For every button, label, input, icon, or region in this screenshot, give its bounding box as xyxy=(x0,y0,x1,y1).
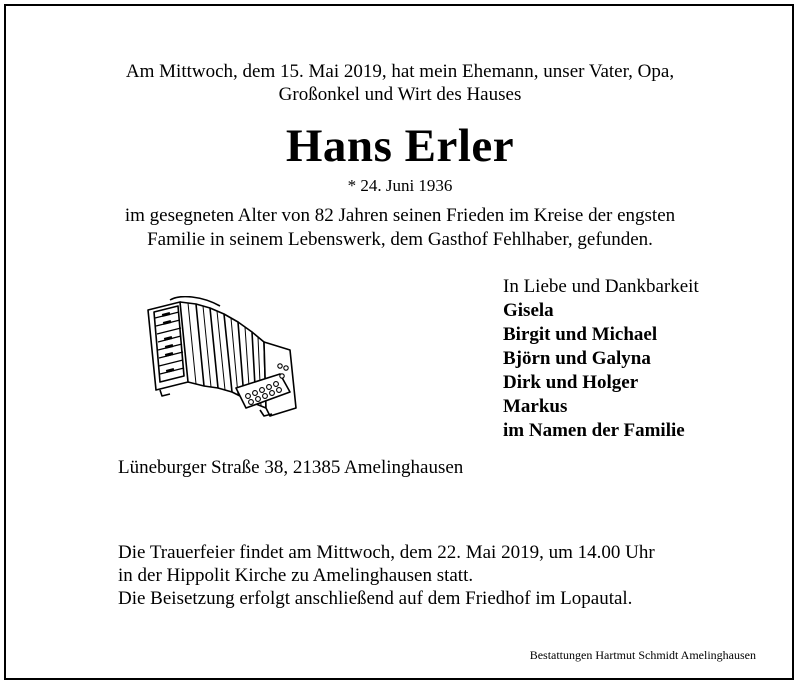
signature-name: Dirk und Holger xyxy=(503,372,639,393)
body-line-2: Familie in seinem Lebenswerk, dem Gasthof Fehlhaber, gefunden. xyxy=(147,229,653,250)
signature-name: im Namen der Familie xyxy=(503,420,685,441)
birth-date: * 24. Juni 1936 xyxy=(347,176,453,195)
intro-text xyxy=(0,60,800,106)
signature-name: Birgit und Michael xyxy=(503,324,658,345)
service-line-3: Die Beisetzung erfolgt anschließend auf dem Friedhof im Lopautal. xyxy=(118,588,633,609)
accordion-icon xyxy=(140,296,300,420)
signature-name: Björn und Galyna xyxy=(503,348,651,369)
service-info xyxy=(118,541,655,610)
body-line-1: im gesegneten Alter von 82 Jahren seinen Frieden im Kreise der engsten xyxy=(124,205,676,226)
service-line-1: Die Trauerfeier findet am Mittwoch, dem 22. Mai 2019, um 14.00 Uhr xyxy=(118,542,655,563)
intro-line-1: Am Mittwoch, dem 15. Mai 2019, hat mein Ehemann, unser Vater, Opa, xyxy=(125,61,675,82)
signature-block xyxy=(503,275,699,443)
service-line-2: in der Hippolit Kirche zu Amelinghausen statt. xyxy=(118,565,474,586)
signature-name: Markus xyxy=(503,396,568,417)
undertaker: Bestattungen Hartmut Schmidt Amelinghausen xyxy=(529,648,756,662)
body-text xyxy=(0,204,800,252)
signature-intro: In Liebe und Dankbarkeit xyxy=(503,276,699,297)
address: Lüneburger Straße 38, 21385 Amelinghausen xyxy=(118,457,464,478)
signature-name: Gisela xyxy=(503,300,554,321)
deceased-name: Hans Erler xyxy=(285,120,515,172)
intro-line-2: Großonkel und Wirt des Hauses xyxy=(278,84,522,105)
